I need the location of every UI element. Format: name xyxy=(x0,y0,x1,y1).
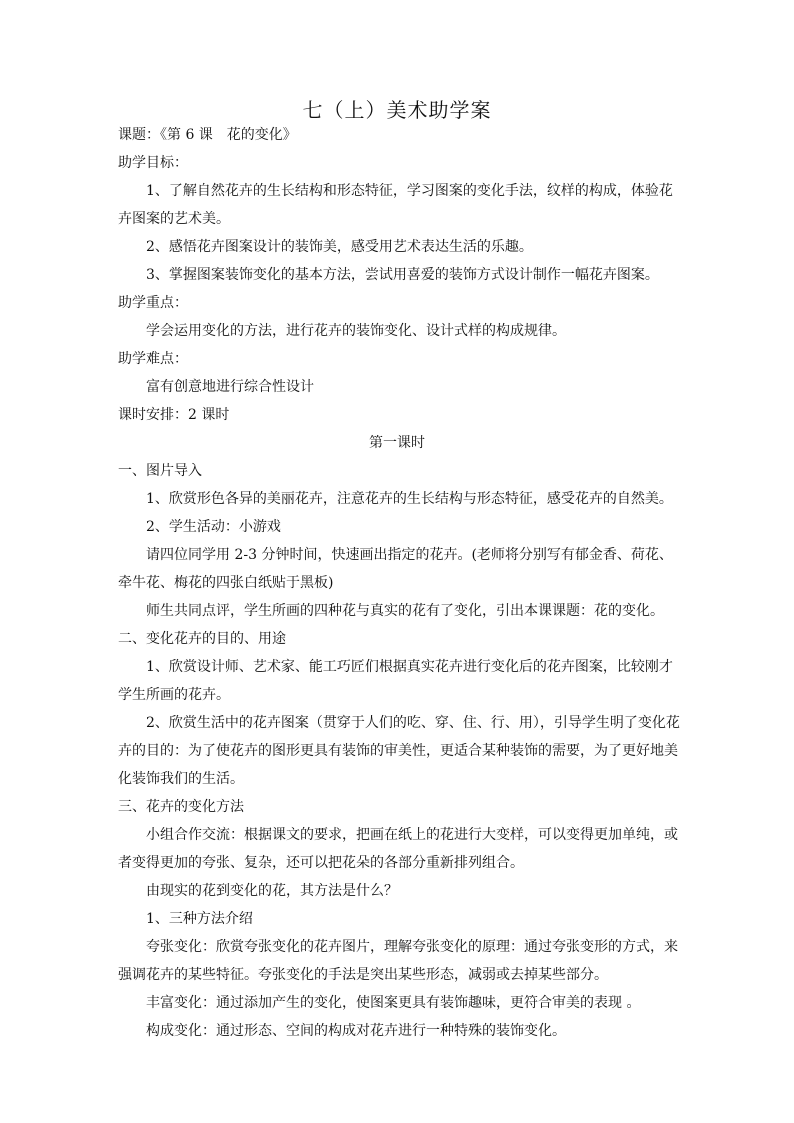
key-text: 学会运用变化的方法，进行花卉的装饰变化、设计式样的构成规律。 xyxy=(146,323,566,339)
section-heading: 一、图片导入 xyxy=(118,463,202,479)
paragraph: 请四位同学用 2-3 分钟时间，快速画出指定的花卉。(老师将分别写有郁金香、荷花、 xyxy=(146,547,673,563)
paragraph: 构成变化：通过形态、空间的构成对花卉进行一种特殊的装饰变化。 xyxy=(146,1023,566,1039)
schedule-line: 课时安排：2 课时 xyxy=(118,407,230,423)
page-title: 七（上）美术助学案 xyxy=(302,98,492,122)
paragraph: 1、三种方法介绍 xyxy=(146,911,253,927)
paragraph-continued: 牵牛花、梅花的四张白纸贴于黑板) xyxy=(118,575,334,591)
paragraph-continued: 者变得更加的夸张、复杂，还可以把花朵的各部分重新排列组合。 xyxy=(118,855,524,871)
lesson-heading: 第一课时 xyxy=(369,435,425,451)
paragraph: 1、欣赏形色各异的美丽花卉，注意花卉的生长结构与形态特征，感受花卉的自然美。 xyxy=(146,491,673,507)
paragraph-continued: 强调花卉的某些特征。夸张变化的手法是突出某些形态，减弱或去掉某些部分。 xyxy=(118,967,608,983)
difficulty-text: 富有创意地进行综合性设计 xyxy=(146,379,314,395)
paragraph: 2、欣赏生活中的花卉图案（贯穿于人们的吃、穿、住、行、用），引导学生明了变化花 xyxy=(146,715,680,731)
paragraph: 师生共同点评，学生所画的四种花与真实的花有了变化，引出本课课题：花的变化。 xyxy=(146,603,664,619)
goal-item: 2、感悟花卉图案设计的装饰美，感受用艺术表达生活的乐趣。 xyxy=(146,239,533,255)
difficulty-heading: 助学难点： xyxy=(118,351,188,367)
paragraph: 夸张变化：欣赏夸张变化的花卉图片，理解夸张变化的原理：通过夸张变形的方式，来 xyxy=(146,939,678,955)
goal-item-continued: 卉图案的艺术美。 xyxy=(118,211,230,227)
paragraph-continued: 卉的目的：为了使花卉的图形更具有装饰的审美性，更适合某种装饰的需要，为了更好地美 xyxy=(118,743,678,759)
paragraph: 1、欣赏设计师、艺术家、能工巧匠们根据真实花卉进行变化后的花卉图案，比较刚才 xyxy=(146,659,673,675)
paragraph: 2、学生活动：小游戏 xyxy=(146,519,281,535)
section-heading: 二、变化花卉的目的、用途 xyxy=(118,631,286,647)
goals-heading: 助学目标： xyxy=(118,155,188,171)
section-heading: 三、花卉的变化方法 xyxy=(118,799,244,815)
key-heading: 助学重点： xyxy=(118,295,188,311)
paragraph: 丰富变化：通过添加产生的变化，使图案更具有装饰趣味，更符合审美的表现 。 xyxy=(146,995,641,1011)
goal-item: 3、掌握图案装饰变化的基本方法，尝试用喜爱的装饰方式设计制作一幅花卉图案。 xyxy=(146,267,659,283)
paragraph-continued: 化装饰我们的生活。 xyxy=(118,771,244,787)
topic-line: 课题：《第 6 课 花的变化》 xyxy=(118,127,297,143)
paragraph: 小组合作交流：根据课文的要求，把画在纸上的花进行大变样，可以变得更加单纯，或 xyxy=(146,827,678,843)
goal-item: 1、了解自然花卉的生长结构和形态特征，学习图案的变化手法，纹样的构成，体验花 xyxy=(146,183,673,199)
paragraph-continued: 学生所画的花卉。 xyxy=(118,687,230,703)
paragraph: 由现实的花到变化的花，其方法是什么？ xyxy=(146,883,398,899)
